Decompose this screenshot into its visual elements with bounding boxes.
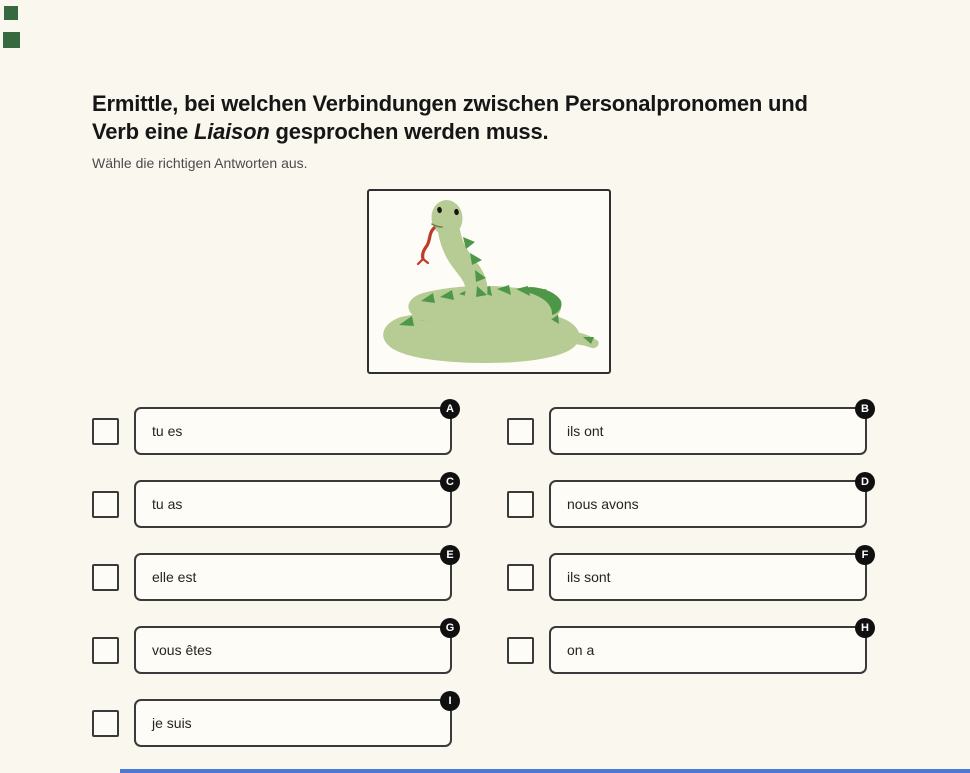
option-row-g <box>92 621 455 674</box>
checkbox-option-g[interactable] <box>92 637 119 664</box>
corner-square-2 <box>3 32 20 48</box>
checkbox-option-e[interactable] <box>92 564 119 591</box>
option-badge-c: C <box>440 472 460 492</box>
option-row-e <box>92 548 454 601</box>
snake-image <box>369 191 609 372</box>
option-row-c <box>92 475 454 528</box>
option-label-d: nous avons <box>567 496 639 512</box>
option-row-h <box>507 621 869 674</box>
option-row-i <box>92 694 452 747</box>
option-label-b: ils ont <box>567 423 604 439</box>
checkbox-option-a[interactable] <box>92 418 119 445</box>
option-badge-e: E <box>440 545 460 565</box>
option-label-g: vous êtes <box>152 642 212 658</box>
answer-option-f[interactable] <box>549 548 869 601</box>
answer-option-g[interactable] <box>134 621 455 674</box>
option-row-f <box>507 548 869 601</box>
checkbox-option-b[interactable] <box>507 418 534 445</box>
page-title <box>92 90 892 146</box>
title-line-2-pre: Verb eine <box>92 119 194 144</box>
option-row-b <box>507 402 869 455</box>
option-label-a: tu es <box>152 423 183 439</box>
answer-option-d[interactable] <box>549 475 869 528</box>
option-label-e: elle est <box>152 569 197 585</box>
option-label-i: je suis <box>152 715 192 731</box>
answer-option-c[interactable] <box>134 475 454 528</box>
answer-option-h[interactable] <box>549 621 869 674</box>
corner-square-1 <box>4 6 18 20</box>
title-line-2 <box>92 118 892 146</box>
option-row-a <box>92 402 454 455</box>
answer-option-b[interactable] <box>549 402 869 455</box>
title-liaison-italic: Liaison <box>193 119 270 144</box>
checkbox-option-h[interactable] <box>507 637 534 664</box>
option-label-h: on a <box>567 642 595 658</box>
checkbox-option-c[interactable] <box>92 491 119 518</box>
options-column-right <box>507 402 869 747</box>
option-badge-g: G <box>440 618 460 638</box>
title-line-1: Ermittle, bei welchen Verbindungen zwischen Personalpronomen und <box>92 91 808 116</box>
option-badge-i: I <box>440 691 460 711</box>
instruction-text: Wähle die richtigen Antworten aus. <box>92 155 308 171</box>
option-badge-b: B <box>855 399 875 419</box>
options-column-left <box>92 402 455 747</box>
title-line-2-post: gesprochen werden muss. <box>269 119 549 144</box>
option-row-d <box>507 475 869 528</box>
option-badge-f: F <box>855 545 875 565</box>
answer-option-e[interactable] <box>134 548 454 601</box>
answer-option-i[interactable] <box>134 694 452 747</box>
illustration-panel <box>367 189 611 374</box>
option-badge-a: A <box>440 399 460 419</box>
option-badge-h: H <box>855 618 875 638</box>
checkbox-option-i[interactable] <box>92 710 119 737</box>
option-label-f: ils sont <box>567 569 611 585</box>
bottom-accent-bar <box>120 769 970 773</box>
options-grid <box>92 402 970 747</box>
option-badge-d: D <box>855 472 875 492</box>
answer-option-a[interactable] <box>134 402 454 455</box>
checkbox-option-d[interactable] <box>507 491 534 518</box>
option-label-c: tu as <box>152 496 183 512</box>
checkbox-option-f[interactable] <box>507 564 534 591</box>
